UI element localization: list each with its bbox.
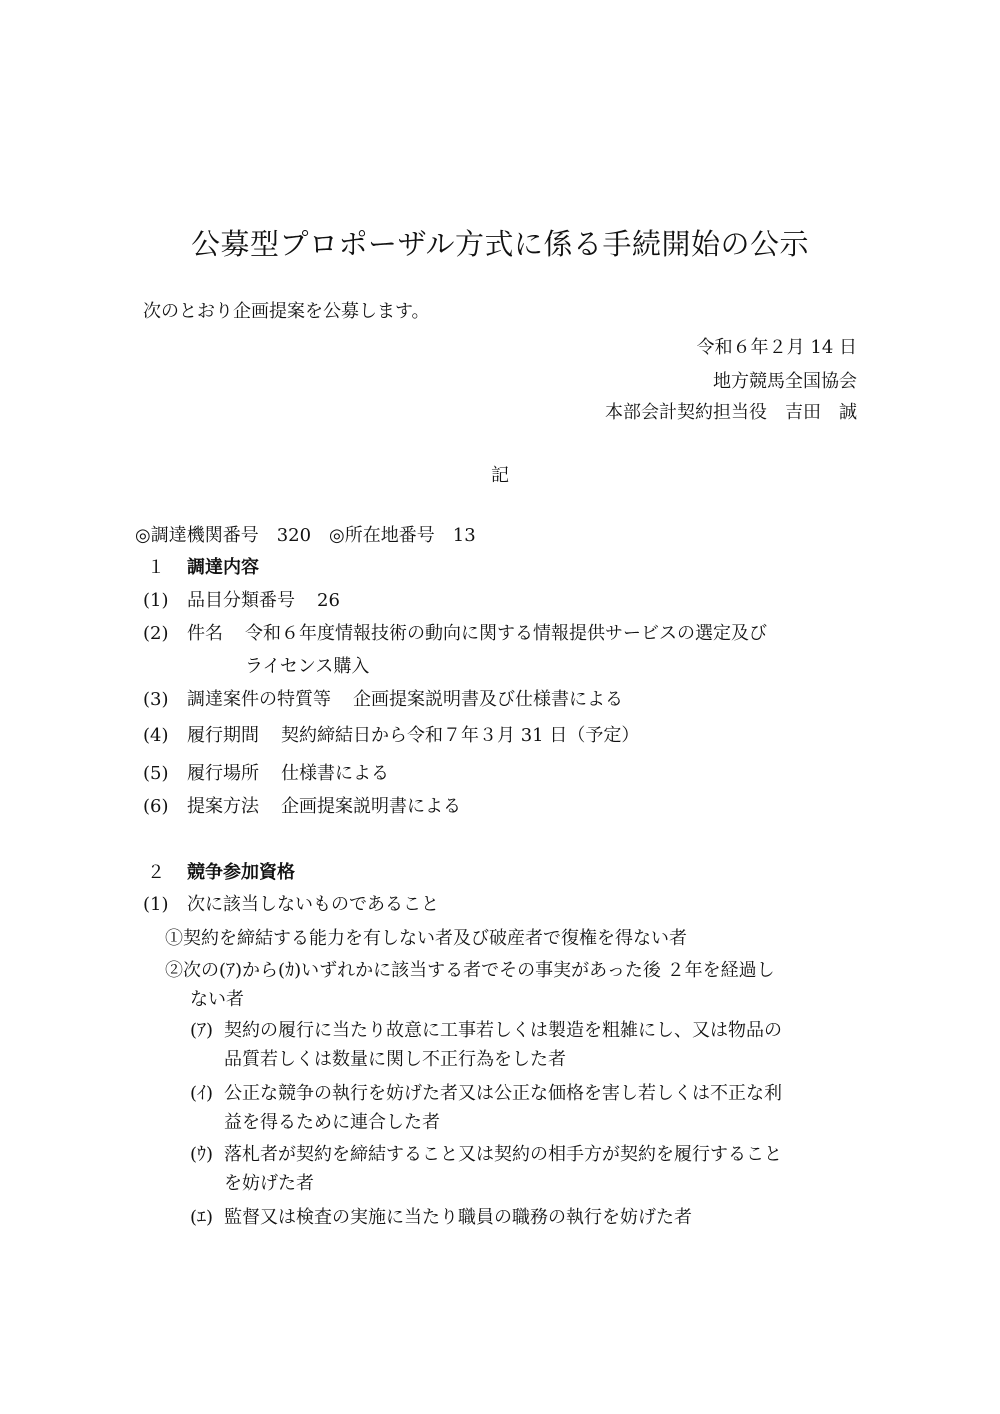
page-title: 公募型プロポーザル方式に係る手続開始の公示 — [190, 227, 810, 261]
section2-heading — [147, 858, 295, 888]
item-label: 履行期間 — [187, 725, 259, 746]
item-text: 次に該当しないものであること — [187, 894, 439, 915]
item-value: 26 — [317, 590, 340, 611]
section2-number: ２ — [147, 862, 165, 883]
item-value: 契約締結日から令和７年３月 31 日（予定） — [281, 725, 640, 746]
section2-sub-2 — [165, 956, 775, 986]
subsub-mark: (ｴ) — [190, 1207, 214, 1228]
section1-item-5 — [143, 759, 389, 789]
section1-number: １ — [147, 557, 165, 578]
section2-subsub-i — [190, 1079, 782, 1109]
subsub-line1: 落札者が契約を締結すること又は契約の相手方が契約を履行すること — [224, 1144, 782, 1165]
subsub-mark: (ｳ) — [190, 1144, 214, 1165]
item-number: (6) — [143, 796, 169, 817]
section2-item-1 — [143, 890, 439, 920]
section2-subsub-a-continuation: 品質若しくは数量に関し不正行為をした者 — [224, 1049, 566, 1070]
item-number: (1) — [143, 590, 169, 611]
sub-text-line1: 次の(ｱ)から(ｶ)いずれかに該当する者でその事実があった後 ２年を経過し — [183, 960, 775, 981]
officer-name: 本部会計契約担当役 吉田 誠 — [605, 402, 857, 423]
sub-mark: ② — [165, 960, 183, 981]
item-label: 調達案件の特質等 — [187, 689, 331, 710]
section1-item-6 — [143, 792, 461, 822]
item-number: (4) — [143, 725, 169, 746]
sub-text: 契約を締結する能力を有しない者及び破産者で復権を得ない者 — [183, 928, 687, 949]
item-label: 品目分類番号 — [187, 590, 295, 611]
item-number: (3) — [143, 689, 169, 710]
section1-item-2 — [143, 619, 767, 649]
issue-date: 令和６年２月 14 日 — [696, 337, 857, 358]
subsub-line1: 監督又は検査の実施に当たり職員の職務の執行を妨げた者 — [224, 1207, 692, 1228]
subsub-mark: (ｱ) — [190, 1020, 214, 1041]
section2-sub-1 — [165, 924, 687, 954]
item-label: 件名 — [187, 623, 223, 644]
section2-sub-2-continuation: ない者 — [190, 989, 244, 1010]
item-value: 企画提案説明書及び仕様書による — [353, 689, 623, 710]
intro-text: 次のとおり企画提案を公募します。 — [143, 301, 430, 322]
item-number: (2) — [143, 623, 169, 644]
item-label: 履行場所 — [187, 763, 259, 784]
subsub-line1: 公正な競争の執行を妨げた者又は公正な価格を害し若しくは不正な利 — [224, 1083, 782, 1104]
section2-title: 競争参加資格 — [187, 862, 295, 883]
section1-item-2-continuation: ライセンス購入 — [245, 656, 370, 677]
subsub-line1: 契約の履行に当たり故意に工事若しくは製造を粗雑にし、又は物品の — [224, 1020, 782, 1041]
section1-item-3 — [143, 685, 623, 715]
section1-title: 調達内容 — [187, 557, 259, 578]
section2-subsub-u — [190, 1140, 782, 1170]
ki-heading: 記 — [491, 465, 509, 486]
section2-subsub-u-continuation: を妨げた者 — [224, 1173, 314, 1194]
item-value: 仕様書による — [281, 763, 389, 784]
item-value: 令和６年度情報技術の動向に関する情報提供サービスの選定及び — [245, 623, 767, 644]
section1-item-4 — [143, 721, 639, 751]
procurement-codes: ◎調達機関番号 320 ◎所在地番号 13 — [135, 525, 476, 546]
subsub-mark: (ｲ) — [190, 1083, 214, 1104]
section1-item-1 — [143, 586, 340, 616]
section1-heading — [147, 553, 259, 583]
item-label: 提案方法 — [187, 796, 259, 817]
section2-subsub-a — [190, 1016, 782, 1046]
section2-subsub-i-continuation: 益を得るために連合した者 — [224, 1112, 440, 1133]
section2-subsub-e — [190, 1203, 692, 1233]
item-number: (1) — [143, 894, 169, 915]
item-number: (5) — [143, 763, 169, 784]
organization-name: 地方競馬全国協会 — [713, 371, 857, 392]
item-value: 企画提案説明書による — [281, 796, 461, 817]
sub-mark: ① — [165, 928, 183, 949]
